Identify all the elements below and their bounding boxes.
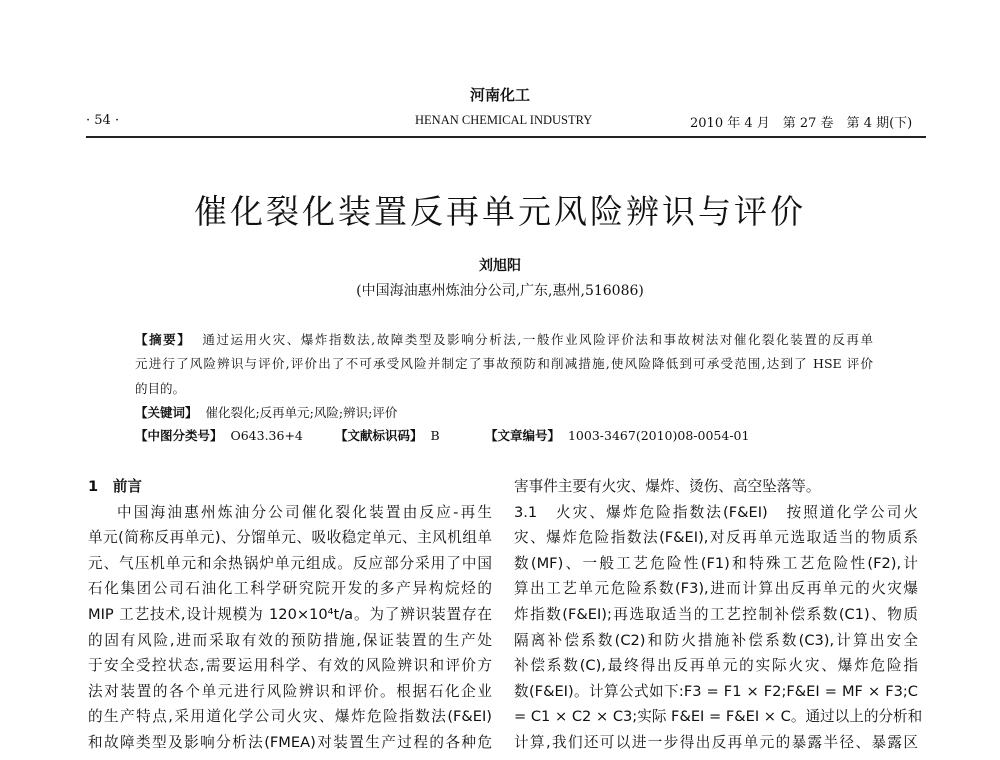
article-number: 【文章编号】 1003-3467(2010)08-0054-01	[485, 428, 750, 443]
abstract-line: 【摘要】 通过运用火灾、爆炸指数法,故障类型及影响分析法,一般作业风险评价法和事故树法对催化裂化装置的反再单	[135, 332, 873, 347]
abstract-label: 【摘要】	[135, 332, 192, 347]
body-line: 元、气压机单元和余热锅炉单元组成。反应部分采用了中国	[88, 554, 492, 572]
body-line: 的生产特点,采用道化学公司火灾、爆炸危险指数法(F&EI)	[88, 708, 492, 726]
body-line: 算出工艺单元危险系数(F3),进而计算出反再单元的火灾爆	[514, 580, 918, 598]
body-line: 数(MF)、一般工艺危险性(F1)和特殊工艺危险性(F2),计	[514, 554, 918, 572]
body-line: 计算,我们还可以进一步得出反再单元的暴露半径、暴露区	[514, 733, 918, 751]
body-line: 和故障类型及影响分析法(FMEA)对装置生产过程的各种危	[88, 733, 492, 751]
body-line: 于安全受控状态,需要运用科学、有效的风险辨识和评价方	[88, 657, 492, 675]
body-line: 炸指数(F&EI);再选取适当的工艺控制补偿系数(C1)、物质	[514, 605, 918, 623]
article-title: 催化裂化装置反再单元风险辨识与评价	[194, 192, 806, 231]
body-line: MIP 工艺技术,设计规模为 120×10⁴t/a。为了辨识装置存在	[88, 605, 492, 623]
body-line: = C1 × C2 × C3;实际 F&EI = F&EI × C。通过以上的分析和	[514, 708, 923, 726]
subsection-line: 3.1 火灾、爆炸危险指数法(F&EI) 按照道化学公司火	[514, 503, 918, 521]
document-code: 【文献标识码】 B	[335, 428, 440, 443]
body-line: 补偿系数(C),最终得出反再单元的实际火灾、爆炸危险指	[514, 657, 918, 675]
page-number: · 54 ·	[86, 113, 120, 128]
body-line: 单元(简称反再单元)、分馏单元、吸收稳定单元、主风机组单	[88, 529, 492, 547]
affiliation: (中国海油惠州炼油分公司,广东,惠州,516086)	[356, 283, 644, 299]
body-line: 法对装置的各个单元进行风险辨识和评价。根据石化企业	[88, 682, 492, 700]
author: 刘旭阳	[479, 258, 521, 274]
left-column	[88, 474, 492, 756]
issue-info: 2010 年 4 月 第 27 卷 第 4 期(下)	[690, 116, 913, 131]
abstract-line: 的目的。	[135, 381, 186, 396]
header-rule	[86, 136, 926, 138]
body-line: 害事件主要有火灾、爆炸、烫伤、高空坠落等。	[514, 478, 821, 495]
journal-name-en: HENAN CHEMICAL INDUSTRY	[415, 113, 593, 127]
body-line: 隔离补偿系数(C2)和防火措施补偿系数(C3),计算出安全	[514, 631, 918, 649]
body-line: 灾、爆炸危险指数法(F&EI),对反再单元选取适当的物质系	[514, 529, 918, 547]
journal-name-cn: 河南化工	[469, 86, 530, 104]
section-heading: 1 前言	[88, 478, 142, 495]
right-column	[514, 474, 923, 756]
body-line: 石化集团公司石油化工科学研究院开发的多产异构烷烃的	[88, 580, 492, 598]
keywords: 【关键词】 催化裂化;反再单元;风险;辨识;评价	[135, 405, 398, 420]
body-line: 的固有风险,进而采取有效的预防措施,保证装置的生产处	[88, 631, 492, 649]
body-line: 中国海油惠州炼油分公司催化裂化装置由反应-再生	[117, 503, 492, 521]
clc-number: 【中图分类号】 O643.36+4	[135, 428, 303, 443]
body-line: 数(F&EI)。计算公式如下:F3 = F1 × F2;F&EI = MF × F3;C	[514, 682, 918, 700]
abstract-line: 元进行了风险辨识与评价,评价出了不可承受风险并制定了事故预防和削减措施,使风险降低到可承受范围,达到了 HSE 评价	[135, 356, 873, 371]
